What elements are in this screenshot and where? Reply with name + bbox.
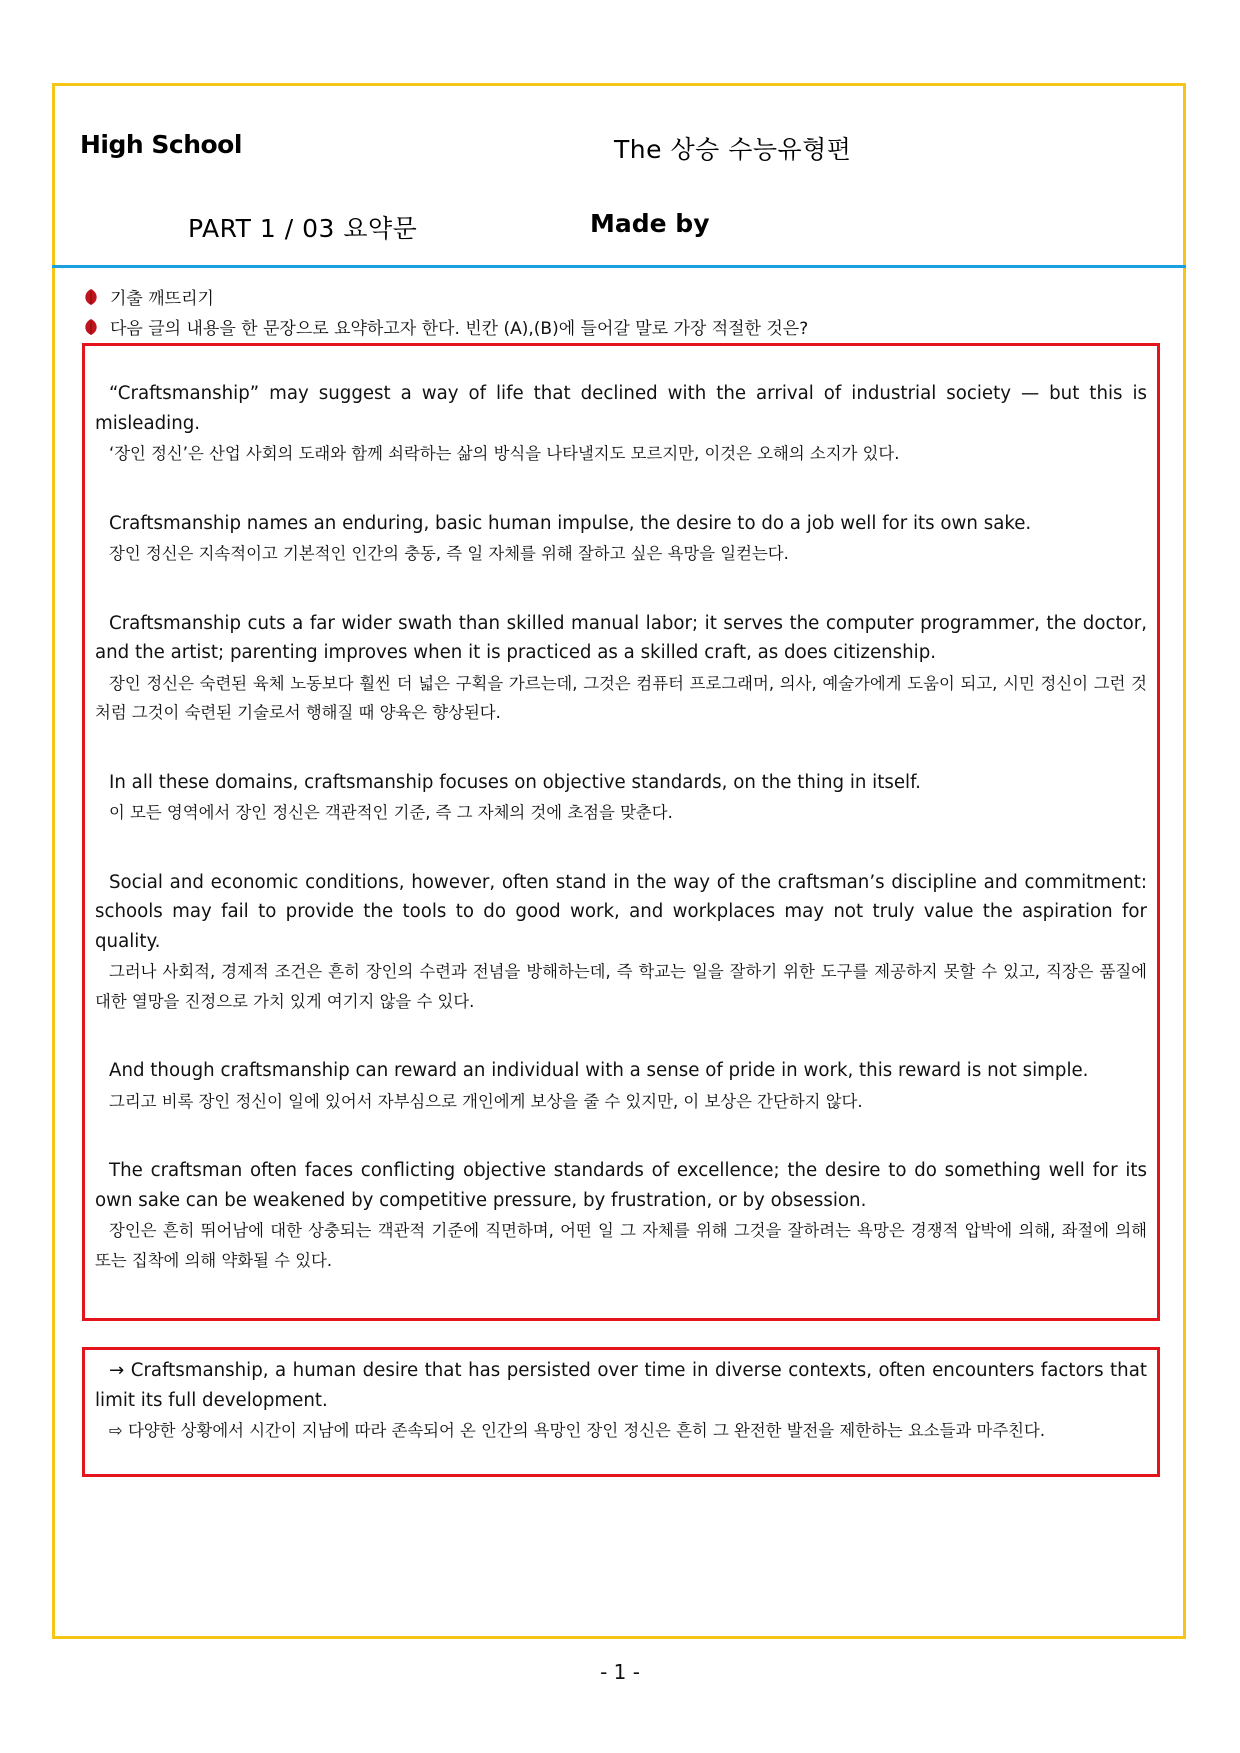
instruction-text-2: 다음 글의 내용을 한 문장으로 요약하고자 한다. 빈칸 (A),(B)에 들어갈 말로 가장 적절한 것은? [110,319,809,339]
summary-box [82,1347,1160,1477]
passage-paragraph [95,1056,1147,1116]
book-title: The 상승 수능유형편 [614,135,852,164]
korean-translation: ‘장인 정신’은 산업 사회의 도래와 함께 쇠락하는 삶의 방식을 나타낼지도 모르지만, 이것은 오해의 소지가 있다. [109,444,900,463]
instruction-line-2 [84,314,808,339]
passage-paragraph [95,379,1147,469]
english-sentence: “Craftsmanship” may suggest a way of life that declined with the arrival of industrial society — but this is misleading. [95,383,1147,434]
part-title: PART 1 / 03 요약문 [188,214,418,243]
page-number: - 1 - [600,1660,640,1684]
korean-translation: 그러나 사회적, 경제적 조건은 흔히 장인의 수련과 전념을 방해하는데, 즉 학교는 일을 잘하기 위한 도구를 제공하지 못할 수 있고, 직장은 품질에 대한 열망을 진정으로 가치 있게 여기지 않을 수 있다. [95,962,1147,1011]
made-by-label: Made by [590,209,710,238]
korean-translation: 장인 정신은 숙련된 육체 노동보다 훨씬 더 넓은 구획을 가르는데, 그것은 컴퓨터 프로그래머, 의사, 예술가에게 도움이 되고, 시민 정신이 그런 것처럼 그것이 숙련된 기술로서 행해질 때 양육은 향상된다. [95,673,1147,722]
korean-translation: 그리고 비록 장인 정신이 일에 있어서 자부심으로 개인에게 보상을 줄 수 있지만, 이 보상은 간단하지 않다. [109,1091,863,1111]
english-sentence: Craftsmanship names an enduring, basic human impulse, the desire to do a job well for its own sake. [109,512,1032,534]
summary-english: → Craftsmanship, a human desire that has persisted over time in diverse contexts, often encounters factors that limit its full development. [95,1360,1147,1411]
english-sentence: In all these domains, craftsmanship focuses on objective standards, on the thing in itself. [109,771,921,793]
passage-paragraph [95,609,1147,728]
school-level-label: High School [80,130,242,159]
leaf-icon [84,318,98,336]
korean-translation: 이 모든 영역에서 장인 정신은 객관적인 기준, 즉 그 자체의 것에 초점을 맞춘다. [109,803,673,822]
passage-box [82,343,1160,1321]
korean-translation: 장인 정신은 지속적이고 기본적인 인간의 충동, 즉 일 자체를 위해 잘하고 싶은 욕망을 일컫는다. [109,544,789,563]
leaf-icon [84,288,98,306]
english-sentence: Craftsmanship cuts a far wider swath than skilled manual labor; it serves the computer programmer, the doctor, and the artist; parenting improves when it is practiced as a skilled craft, as does citizenship. [95,612,1147,663]
passage-paragraph [95,1156,1147,1275]
english-sentence: The craftsman often faces conflicting objective standards of excellence; the desire to do something well for its own sake can be weakened by competitive pressure, by frustration, or by obsession. [95,1160,1147,1211]
summary-korean: ⇨ 다양한 상황에서 시간이 지남에 따라 존속되어 온 인간의 욕망인 장인 정신은 흔히 그 완전한 발전을 제한하는 요소들과 마주친다. [109,1421,1046,1440]
passage-paragraph [95,868,1147,1017]
korean-translation: 장인은 흔히 뛰어남에 대한 상충되는 객관적 기준에 직면하며, 어떤 일 그 자체를 위해 그것을 잘하려는 욕망은 경쟁적 압박에 의해, 좌절에 의해 또는 집착에 의해 약화될 수 있다. [95,1221,1147,1270]
instruction-line-1 [84,284,214,309]
english-sentence: And though craftsmanship can reward an individual with a sense of pride in work, this reward is not simple. [109,1060,1089,1081]
instruction-text-1: 기출 깨뜨리기 [110,289,214,309]
passage-paragraph [95,768,1147,828]
header-divider [52,265,1186,268]
passage-paragraph [95,509,1147,569]
english-sentence: Social and economic conditions, however, often stand in the way of the craftsman’s discipline and commitment: schools may fail to provide the tools to do good work, and workplaces may not truly value the aspiration for quality. [95,871,1147,952]
